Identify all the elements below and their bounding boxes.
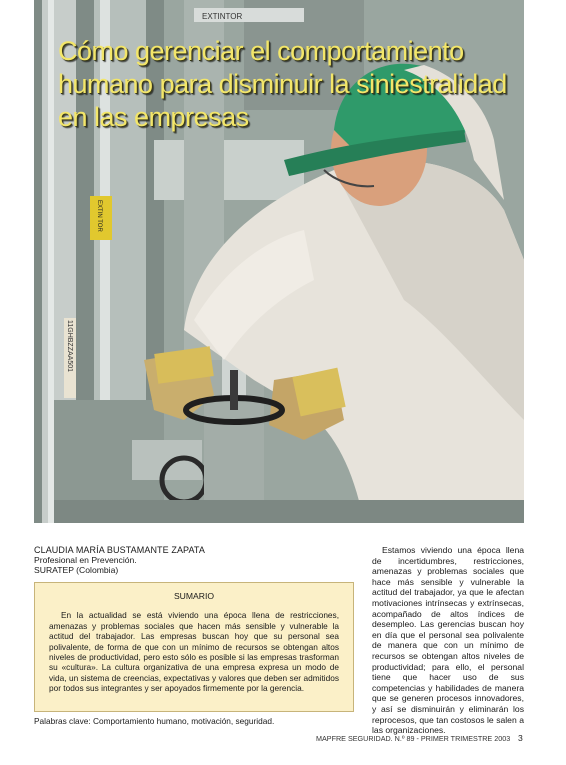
journal-footer: MAPFRE SEGURIDAD. N.º 89 - PRIMER TRIMESTRE 2003 (316, 734, 511, 743)
summary-text: En la actualidad se está viviendo una época llena de restricciones, amenazas y problemas sociales que hacen más sensible y vulnerable la actitud del trabajador. Las empresas buscan hoy que su personal sea polivalente, de forma de que con un mínimo de recursos se obtengan altos niveles de productividad, pero esto sólo es posible si las empresas trasforman su «cultura». La cultura organizativa de una empresa expresa un modo de vida, un sistema de creencias, expectativas y valores que deben ser admitidos por todos sus integrantes y ser apoyados firmemente por la gerencia. (49, 610, 339, 694)
author-block (34, 545, 205, 575)
equipment-tag-text: 11GHBZZAA501 (66, 320, 73, 373)
author-role: Profesional en Prevención. (34, 555, 137, 565)
summary-box (34, 582, 354, 712)
body-paragraph: Estamos viviendo una época llena de incertidumbres, restricciones, amenazas y problemas sociales que hace más sensible y vulnerable la actitud del trabajador, ya que le afectan motivaciones intrínsecas y extrínsecas, acompañado de altos índices de desempleo. Las gerencias buscan hoy en día que el personal sea polivalente de manera que con un mínimo de recursos se obtengan altos niveles de productividad; para ello, el personal tiene que hacer uso de sus competencias y habilidades de manera que se generen procesos innovadores, y así se disminuirán y eliminarán los reprocesos, que tan costosos le salen a las organizaciones. (372, 545, 524, 736)
keywords: Palabras clave: Comportamiento humano, motivación, seguridad. (34, 716, 275, 726)
summary-heading: SUMARIO (173, 591, 215, 601)
article-title (58, 35, 508, 134)
author-organization: SURATEP (Colombia) (34, 565, 119, 575)
title-line: humano para disminuir la siniestralidad (58, 69, 507, 99)
author-name: CLAUDIA MARÍA BUSTAMANTE ZAPATA (34, 545, 205, 555)
sign-top-text: EXTINTOR (202, 12, 243, 21)
page-number: 3 (518, 733, 523, 743)
title-line: en las empresas (58, 102, 249, 132)
sign-yellow-text: EXTIN TOR (96, 200, 102, 232)
title-line: Cómo gerenciar el comportamiento (58, 36, 464, 66)
